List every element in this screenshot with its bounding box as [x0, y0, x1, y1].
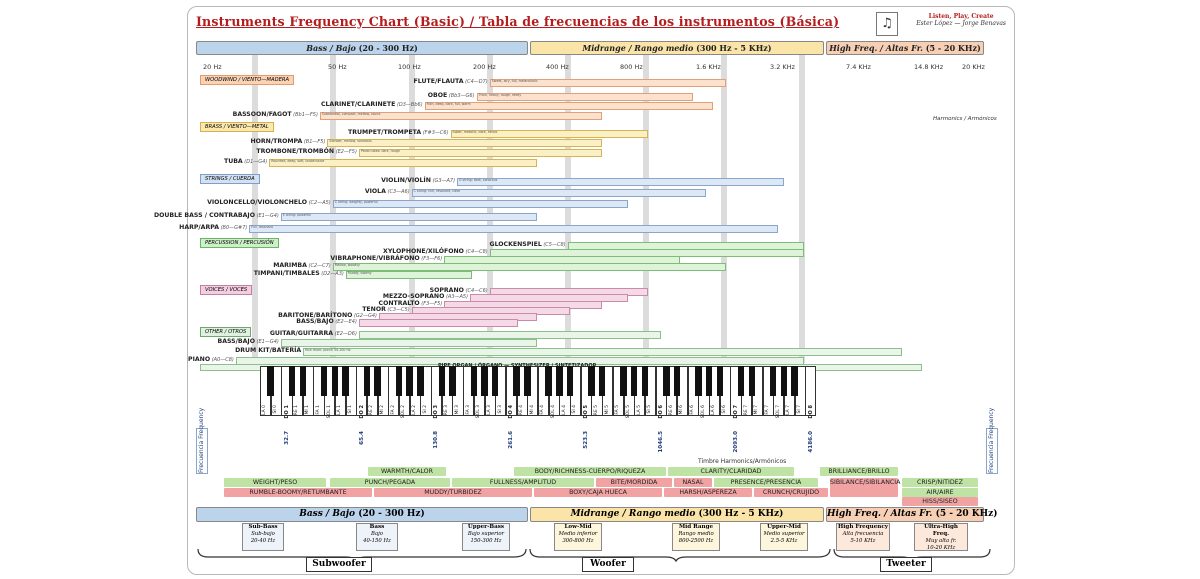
piano-black-key [471, 366, 477, 396]
note-label: SOL 3 [476, 405, 482, 419]
instrument-label [321, 101, 423, 108]
note-label: SI 5 [647, 405, 653, 414]
freq-tick: 20 Hz [203, 63, 222, 71]
note-label: RE 6 [668, 405, 674, 416]
instrument-range: (F3—F6) [419, 256, 443, 262]
instrument-name: DOUBLE BASS / CONTRABAJO [153, 212, 255, 219]
freq-tick: 3.2 KHz [770, 63, 795, 71]
instrument-name: VIOLA [364, 188, 386, 195]
timbre-hiss: HISS/SISEO [902, 497, 978, 506]
subband-bass: Bass Bajo 40-150 Hz [356, 523, 398, 551]
instrument-range: (D1—G4) [242, 159, 268, 165]
piano-black-key [300, 366, 306, 396]
c-frequency-label: 130.8 [433, 431, 440, 449]
note-label: RE 1 [294, 405, 300, 416]
timbre-brilliance: BRILLIANCE/BRILLO [820, 467, 898, 476]
piano-black-key [396, 366, 402, 396]
piano-black-key [620, 366, 626, 396]
brand-block [916, 13, 1006, 27]
harmonics-label: Harmonics / Armónicos [933, 116, 997, 122]
instrument-name: TRUMPET/TROMPETA [348, 129, 422, 136]
freq-tick: 50 Hz [328, 63, 347, 71]
instrument-name: HARP/ARPA [179, 224, 219, 231]
piano-black-key [717, 366, 723, 396]
instrument-name: HORN/TROMPA [250, 138, 303, 145]
instrument-range: (Bb3—G6) [447, 93, 475, 99]
subband-upper-mid: Upper-Mid Medio superior 2.5-5 KHz [760, 523, 808, 551]
timbre-air: AIR/AIRE [902, 488, 978, 497]
instrument-range: (C4—D7) [463, 79, 488, 85]
timbre-boxy: BOXY/CAJA HUECA [534, 488, 662, 497]
note-label: RE 3 [444, 405, 450, 416]
subband-sub-bass: Sub-Bass Sub-bajo 20-40 Hz [242, 523, 284, 551]
timbre-sibilance: SIBILANCE/SIBILANCIA [830, 478, 898, 497]
lyre-logo-icon: ♫ [876, 12, 898, 36]
freq-tick: 7.4 KHz [846, 63, 871, 71]
instrument-label [235, 347, 301, 354]
instrument-timbre-note: G string: dark, sonorous [459, 178, 498, 182]
note-label: FA 1 [315, 405, 321, 415]
band-mid-top: Midrange / Rango medio (300 Hz - 5 KHz) [530, 41, 824, 55]
speaker-tweeter: Tweeter [880, 557, 932, 572]
chart-frame [153, 6, 1015, 575]
instrument-range: (Bb1—F5) [291, 112, 318, 118]
c-frequency-label: 4186.0 [807, 431, 814, 453]
instrument-range: (F3—F5) [419, 301, 443, 307]
note-label: FA 3 [465, 405, 471, 415]
piano-black-key [406, 366, 412, 396]
piano-black-key [706, 366, 712, 396]
piano-black-key [738, 366, 744, 396]
instrument-range: (C4—C6) [463, 288, 488, 294]
instrument-name: VIOLIN/VIOLÍN [381, 177, 431, 184]
instrument-name: GUITAR/GUITARRA [269, 330, 334, 337]
instrument-name: XYLOPHONE/XILÓFONO [383, 248, 464, 255]
instrument-label [381, 177, 455, 184]
piano-black-key [781, 366, 787, 396]
instrument-range-bar [281, 213, 537, 221]
instrument-label [296, 318, 357, 325]
band-mid-bottom: Midrange / Rango medio (300 Hz - 5 KHz) [530, 507, 824, 522]
piano-black-key [439, 366, 445, 396]
note-label: SI 6 [722, 405, 728, 414]
note-label: SOL 1 [326, 405, 332, 419]
instrument-label [218, 338, 279, 345]
note-label: FA 2 [390, 405, 396, 415]
note-label: SI 4 [572, 405, 578, 414]
instrument-range: (D2—A3) [319, 271, 344, 277]
side-label-right: Frecuencia Frequency [986, 428, 998, 474]
instrument-timbre-note: E string: powerful [282, 213, 311, 217]
instrument-name: GLOCKENSPIEL [489, 241, 542, 248]
note-label: MI 5 [604, 405, 610, 415]
freq-tick: 100 Hz [398, 63, 421, 71]
freq-tick: 800 Hz [620, 63, 643, 71]
instrument-label [348, 129, 449, 136]
piano-black-key [631, 366, 637, 396]
piano-black-key [332, 366, 338, 396]
piano-black-key [513, 366, 519, 396]
c-note-label: DO 4 [508, 405, 515, 419]
piano-black-key [791, 366, 797, 396]
instrument-name: MARIMBA [273, 262, 307, 269]
category-other: OTHER / OTROS [200, 327, 251, 337]
instrument-range: (C4—C8) [463, 249, 488, 255]
instrument-name: CONTRALTO [378, 300, 420, 307]
instrument-name: PIANO [188, 356, 211, 363]
freq-tick: 20 KHz [962, 63, 985, 71]
instrument-range: (E2—E4) [333, 319, 357, 325]
timbre-weight: WEIGHT/PESO [224, 478, 326, 487]
instrument-range: (E1—G4) [254, 213, 279, 219]
note-label: LA 2 [412, 405, 418, 415]
instrument-timbre-note: Sober, metallic, dark, heroic [452, 130, 498, 134]
instrument-label [414, 78, 488, 85]
c-note-label: DO 7 [732, 405, 739, 419]
note-label: SOL 2 [401, 405, 407, 419]
piano-black-key [663, 366, 669, 396]
note-label: RE 5 [593, 405, 599, 416]
subband-mid-range: Mid Range Rango medio 800-2500 Hz [672, 523, 720, 551]
instrument-range: (D3—Bb6) [395, 102, 423, 108]
instrument-name: TENOR [362, 306, 386, 313]
note-label: LA 0 [262, 405, 268, 415]
instrument-label [154, 212, 279, 219]
piano-black-key [481, 366, 487, 396]
instrument-name: VIOLONCELLO/VIOLONCHELO [207, 199, 307, 206]
note-label: SOL 4 [551, 405, 557, 419]
c-frequency-label: 523.3 [583, 431, 590, 449]
piano-black-key [599, 366, 605, 396]
note-label: MI 2 [379, 405, 385, 415]
timbre-presence: PRESENCE/PRESENCIA [714, 478, 818, 487]
piano-black-key [364, 366, 370, 396]
band-high-top: High Freq. / Altas Fr. (5 - 20 KHz) [826, 41, 984, 55]
side-label-left: Frecuencia Frequency [196, 428, 208, 474]
freq-tick: 200 Hz [473, 63, 496, 71]
note-label: FA 5 [615, 405, 621, 415]
instrument-range: (B0—G#7) [219, 225, 248, 231]
timbre-bite: BITE/MORDIDA [596, 478, 672, 487]
piano-black-key [567, 366, 573, 396]
instrument-name: SOPRANO [429, 287, 464, 294]
note-label: SI 2 [422, 405, 428, 414]
instrument-timbre-note: Sweet, airy, full, melancholic [491, 79, 538, 83]
timbre-crisp: CRISP/NITIDEZ [902, 478, 978, 487]
instrument-range-bar [457, 178, 784, 186]
piano-black-key [374, 366, 380, 396]
subband-upper-bass: Upper-Bass Bajo superior 150-300 Hz [462, 523, 510, 551]
instrument-range: (B1—F5) [302, 139, 326, 145]
instrument-range: (C2—A5) [306, 200, 331, 206]
c-frequency-label: 65.4 [358, 431, 365, 445]
brand-authors: Ester López — Jorge Benavas [916, 20, 1006, 27]
note-label: MI 6 [679, 405, 685, 415]
instrument-label [330, 255, 442, 262]
instrument-range: (F#3—C6) [421, 130, 449, 136]
subband-high-frequency: High Frequency Alta frecuencia 5-10 KHz [836, 523, 890, 551]
note-label: FA 6 [690, 405, 696, 415]
instrument-range: (A3—A5) [444, 294, 469, 300]
instrument-timbre-note: C string: weighty, powerful [334, 200, 378, 204]
instrument-timbre-note: Rich, deep, dark, full, warm [426, 102, 471, 106]
instrument-name: MEZZO-SOPRANO [382, 293, 445, 300]
c-frequency-label: 2093.0 [732, 431, 739, 453]
subband-low-mid: Low-Mid Medio inferior 300-800 Hz [554, 523, 602, 551]
instrument-label [224, 158, 267, 165]
category-voices: VOICES / VOCES [200, 285, 252, 295]
instrument-label [188, 356, 234, 363]
c-frequency-label: 261.6 [508, 431, 515, 449]
instrument-label [383, 293, 468, 300]
timbre-crunch: CRUNCH/CRUJIDO [754, 488, 828, 497]
instrument-label [233, 111, 318, 118]
instrument-name: TIMPANI/TIMBALES [253, 270, 320, 277]
instrument-range-bar [303, 348, 902, 356]
timbre-punch: PUNCH/PEGADA [330, 478, 450, 487]
timbre-harsh: HARSH/ASPEREZA [664, 488, 752, 497]
instrument-range-bar [359, 331, 661, 339]
piano-black-key [749, 366, 755, 396]
note-label: FA 4 [540, 405, 546, 415]
c-note-label: DO 1 [283, 405, 290, 419]
instrument-timbre-note: Substantial, compact, mellow, round [321, 112, 381, 116]
band-bass-top: Bass / Bajo (20 - 300 Hz) [196, 41, 528, 55]
freq-tick: 14.8 KHz [914, 63, 944, 71]
freq-tick: 400 Hz [546, 63, 569, 71]
instrument-name: VIBRAPHONE/VIBRÁFONO [330, 255, 420, 262]
instrument-timbre-note: Muddy, boomy [347, 271, 372, 275]
instrument-range-bar [249, 225, 777, 233]
piano-black-key [695, 366, 701, 396]
c-note-label: DO 5 [583, 405, 590, 419]
instrument-label [179, 224, 247, 231]
c-note-label: DO 6 [657, 405, 664, 419]
piano-black-key [342, 366, 348, 396]
note-label: SI 0 [273, 405, 279, 414]
c-note-column [799, 55, 805, 363]
instrument-range: (C5—C8) [541, 242, 566, 248]
note-label: LA 1 [337, 405, 343, 415]
note-label: MI 4 [529, 405, 535, 415]
category-brass: BRASS / VIENTO—METAL [200, 122, 274, 132]
piano-black-key [674, 366, 680, 396]
note-label: LA 3 [486, 405, 492, 415]
instrument-range: (A0—C8) [210, 357, 234, 363]
piano-black-key [321, 366, 327, 396]
note-label: LA 7 [786, 405, 792, 415]
subband-ultra-high: Ultra-High Freq. Muy alta fr. 10-20 KHz [914, 523, 968, 551]
instrument-name: TROMBONE/TROMBÓN [256, 148, 335, 155]
instrument-name: BASS/BAJO [217, 338, 255, 345]
category-percussion: PERCUSSION / PERCUSIÓN [200, 238, 279, 248]
note-label: SOL 6 [700, 405, 706, 419]
c-note-label: DO 3 [433, 405, 440, 419]
instrument-range: (G2—G4) [352, 313, 377, 319]
timbre-muddy: MUDDY/TURBIDEZ [374, 488, 532, 497]
page-title: Instruments Frequency Chart (Basic) / Tabla de frecuencias de los instrumentos (Básica) [196, 14, 840, 29]
brand-tagline: Listen, Play, Create [928, 13, 994, 20]
piano-black-key [417, 366, 423, 396]
instrument-range: (E2—D6) [333, 331, 357, 337]
c-note-column [721, 55, 727, 363]
instrument-label [270, 330, 357, 337]
instrument-range-bar [359, 319, 518, 327]
instrument-timbre-note: Thick, heavy, rough, reedy [478, 93, 522, 97]
speaker-woofer: Woofer [582, 557, 634, 572]
note-label: SOL 5 [625, 405, 631, 419]
instrument-name: OBOE [427, 92, 448, 99]
instrument-label [256, 148, 357, 155]
band-bass-bottom: Bass / Bajo (20 - 300 Hz) [196, 507, 528, 522]
piano-black-key [770, 366, 776, 396]
instrument-label [365, 188, 410, 195]
instrument-range-bar [281, 339, 537, 347]
timbre-rumble: RUMBLE-BOOMY/RETUMBANTE [224, 488, 372, 497]
piano-black-key [524, 366, 530, 396]
piano-black-key [588, 366, 594, 396]
c-frequency-label: 1046.5 [657, 431, 664, 453]
note-label: SI 3 [497, 405, 503, 414]
band-high-bottom: High Freq. / Altas Fr. (5 - 20 KHz) [826, 507, 984, 522]
piano-black-key [556, 366, 562, 396]
c-note-column [252, 55, 258, 363]
instrument-name: BASSOON/FAGOT [232, 111, 292, 118]
timbre-body: BODY/RICHNESS-CUERPO/RIQUEZA [514, 467, 666, 476]
piano-black-key [492, 366, 498, 396]
piano-black-key [289, 366, 295, 396]
instrument-timbre-note: Kick drum: punch 50-100 Hz [305, 348, 351, 352]
instrument-name: BASS/BAJO [296, 318, 334, 325]
piano-black-key [642, 366, 648, 396]
instrument-range: (C3—A6) [385, 189, 410, 195]
note-label: LA 6 [711, 405, 717, 415]
timbre-label: Timbre Harmonics/Armónicos [698, 458, 787, 465]
instrument-name: TUBA [223, 158, 243, 165]
speaker-subwoofer: Subwoofer [306, 557, 372, 572]
instrument-range: (G3—A7) [430, 178, 456, 184]
instrument-label [428, 92, 475, 99]
note-label: MI 3 [454, 405, 460, 415]
instrument-timbre-note: Somber, mellow, sonorous [329, 139, 372, 143]
note-label: MI 1 [305, 405, 311, 415]
instrument-name: DRUM KIT/BATERÍA [235, 347, 302, 354]
piano-black-key [267, 366, 273, 396]
note-label: SI 7 [796, 405, 802, 414]
instrument-label [250, 138, 325, 145]
instrument-label [383, 248, 488, 255]
c-note-label: DO 8 [807, 405, 814, 419]
note-label: MI 7 [754, 405, 760, 415]
instrument-name: FLUTE/FLAUTA [413, 78, 464, 85]
instrument-range: (E1—G4) [254, 339, 279, 345]
note-label: RE 7 [743, 405, 749, 416]
instrument-range: (C3—C5) [385, 307, 410, 313]
instrument-label [273, 262, 331, 269]
note-label: LA 4 [561, 405, 567, 415]
instrument-timbre-note: Mellow, woodsy [334, 263, 360, 267]
timbre-fullness: FULLNESS/AMPLITUD [452, 478, 594, 487]
instrument-range: (E2—F5) [334, 149, 357, 155]
instrument-range-bar [333, 263, 726, 271]
instrument-name: CLARINET/CLARINETE [320, 101, 396, 108]
category-strings: STRINGS / CUERDA [200, 174, 260, 184]
instrument-timbre-note: Rounded, deep, soft, unobtrusive [271, 159, 325, 163]
piano-black-key [449, 366, 455, 396]
timbre-nasal: NASAL [674, 478, 712, 487]
category-woodwind: WOODWIND / VIENTO—MADERA [200, 75, 294, 85]
timbre-warmth: WARMTH/CALOR [368, 467, 446, 476]
instrument-timbre-note: C string: rich, resonant, clear [413, 189, 461, 193]
note-label: LA 5 [636, 405, 642, 415]
c-note-label: DO 2 [358, 405, 365, 419]
note-label: FA 7 [764, 405, 770, 415]
piano-black-key [545, 366, 551, 396]
instrument-label [490, 241, 566, 248]
instrument-timbre-note: Full, resonant [251, 225, 273, 229]
instrument-label [207, 199, 331, 206]
note-label: RE 4 [518, 405, 524, 416]
instrument-name: BARITONE/BARÍTONO [278, 312, 353, 319]
instrument-timbre-note: Pedal notes: dark, rough [360, 149, 400, 153]
note-label: RE 2 [369, 405, 375, 416]
instrument-range: (C2—C7) [306, 263, 331, 269]
note-label: SI 1 [347, 405, 353, 414]
timbre-clarity: CLARITY/CLARIDAD [668, 467, 794, 476]
freq-tick: 1.6 KHz [696, 63, 721, 71]
c-frequency-label: 32.7 [283, 431, 290, 445]
note-label: SOL 7 [775, 405, 781, 419]
instrument-label [254, 270, 344, 277]
